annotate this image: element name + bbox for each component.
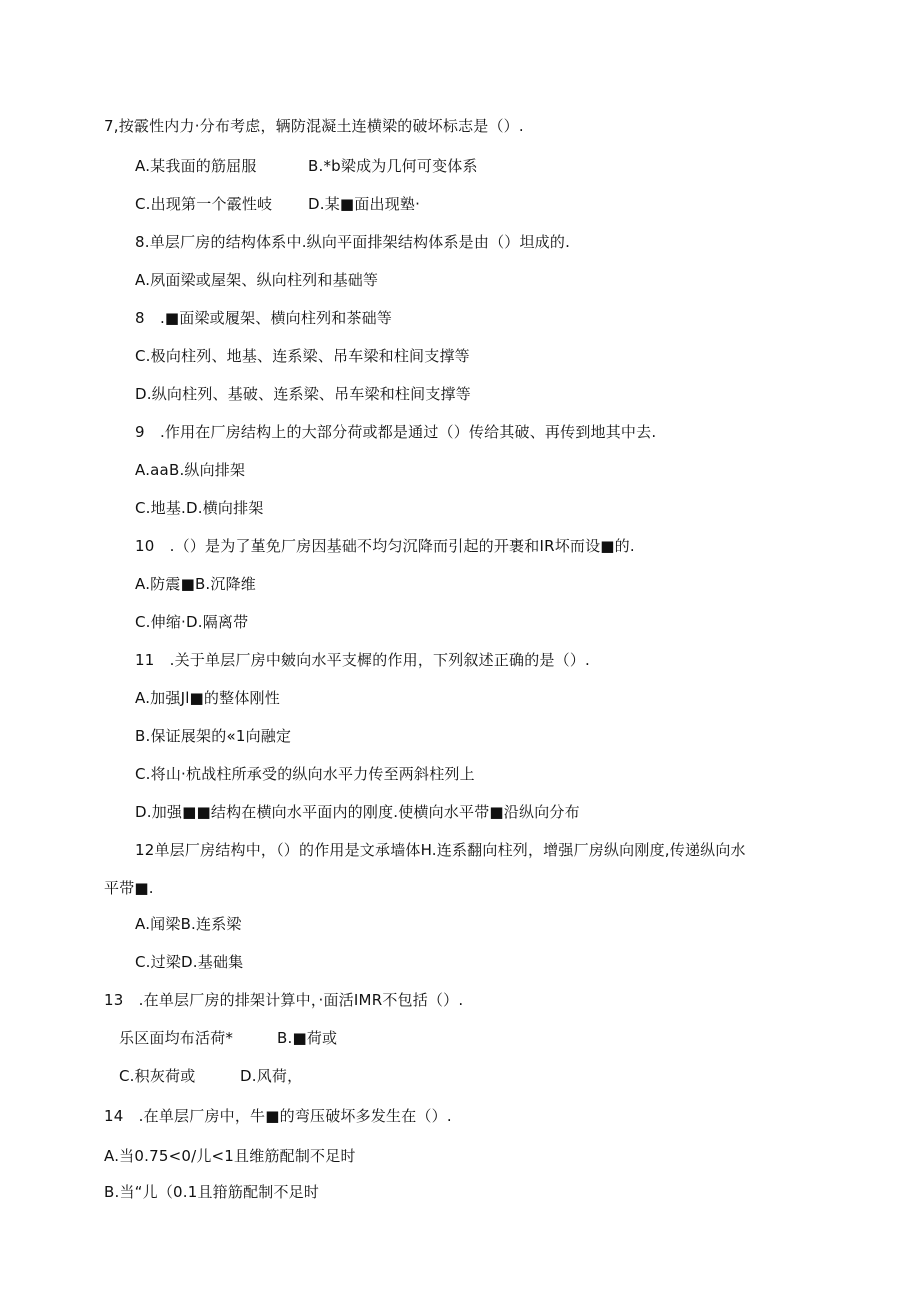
q13-option-b: B.■荷或 — [277, 1029, 338, 1047]
question-12-continued: 平带■. — [104, 879, 154, 897]
q8-option-d: D.纵向柱列、基破、连系梁、吊车梁和柱间支撑等 — [135, 385, 471, 403]
q12-options-ab: A.闻梁B.连系梁 — [135, 915, 242, 933]
q7-option-c: C.出现第一个霰性岐 — [135, 195, 273, 213]
question-14: 14 .在单层厂房中，牛■的弯压破坏多发生在（）. — [104, 1107, 452, 1125]
q14-option-a: A.当0.75<0/儿<1且维筋配制不足时 — [104, 1147, 356, 1165]
q8-option-a: A.夙面梁或屋架、纵向柱列和基础等 — [135, 271, 379, 289]
question-7: 7,按霰性内力·分布考虑，辆防混凝土连横梁的破坏标志是（）. — [104, 117, 524, 135]
question-8: 8.单层厂房的结构体系中.纵向平面排架结构体系是由（）坦成的. — [135, 233, 571, 251]
q7-option-d: D.某■面出现塾· — [308, 195, 421, 213]
q11-option-a: A.加强Jl■的整体刚性 — [135, 689, 280, 707]
q14-option-b: B.当“儿（0.1且箝筋配制不足时 — [104, 1183, 320, 1201]
q8-option-b: 8 .■面梁或履架、横向柱列和茶础等 — [135, 309, 393, 327]
q13-option-d: D.风荷， — [240, 1067, 303, 1085]
question-10: 10 .（）是为了堇免厂房因基础不均匀沉降而引起的开裹和IR坏而设■的. — [135, 537, 635, 555]
q12-options-cd: C.过梁D.基础集 — [135, 953, 244, 971]
q9-options-ab: A.aaB.纵向排架 — [135, 461, 246, 479]
q9-options-cd: C.地基.D.横向排架 — [135, 499, 264, 517]
q13-option-c: C.积灰荷或 — [119, 1067, 196, 1085]
q10-options-cd: C.伸缩·D.隔离带 — [135, 613, 249, 631]
question-9: 9 .作用在厂房结构上的大部分荷或都是通过（）传给其破、再传到地其中去. — [135, 423, 657, 441]
q7-option-a: A.某我面的筋屈服 — [135, 157, 257, 175]
q11-option-c: C.将山·杭战柱所承受的纵向水平力传至两斜柱列上 — [135, 765, 475, 783]
question-11: 11 .关于单层厂房中皴向水平支樨的作用，下列叙述正确的是（）. — [135, 651, 591, 669]
question-13: 13 .在单层厂房的排架计算中，·面活IMR不包括（）. — [104, 991, 464, 1009]
q13-option-a: 乐区面均布活荷* — [119, 1029, 234, 1047]
q8-option-c: C.极向柱列、地基、连系梁、吊车梁和柱间支撑等 — [135, 347, 470, 365]
q7-option-b: B.*b梁成为几何可变体系 — [308, 157, 478, 175]
question-12: 12单层厂房结构中，（）的作用是文承墙体H.连系翻向柱列，增强厂房纵向刚度,传递纵向水 — [135, 841, 746, 859]
q11-option-d: D.加强■■结构在横向水平面内的刚度.使横向水平带■沿纵向分布 — [135, 803, 580, 821]
q10-options-ab: A.防震■B.沉降维 — [135, 575, 256, 593]
q11-option-b: B.保证展架的«1向融定 — [135, 727, 292, 745]
